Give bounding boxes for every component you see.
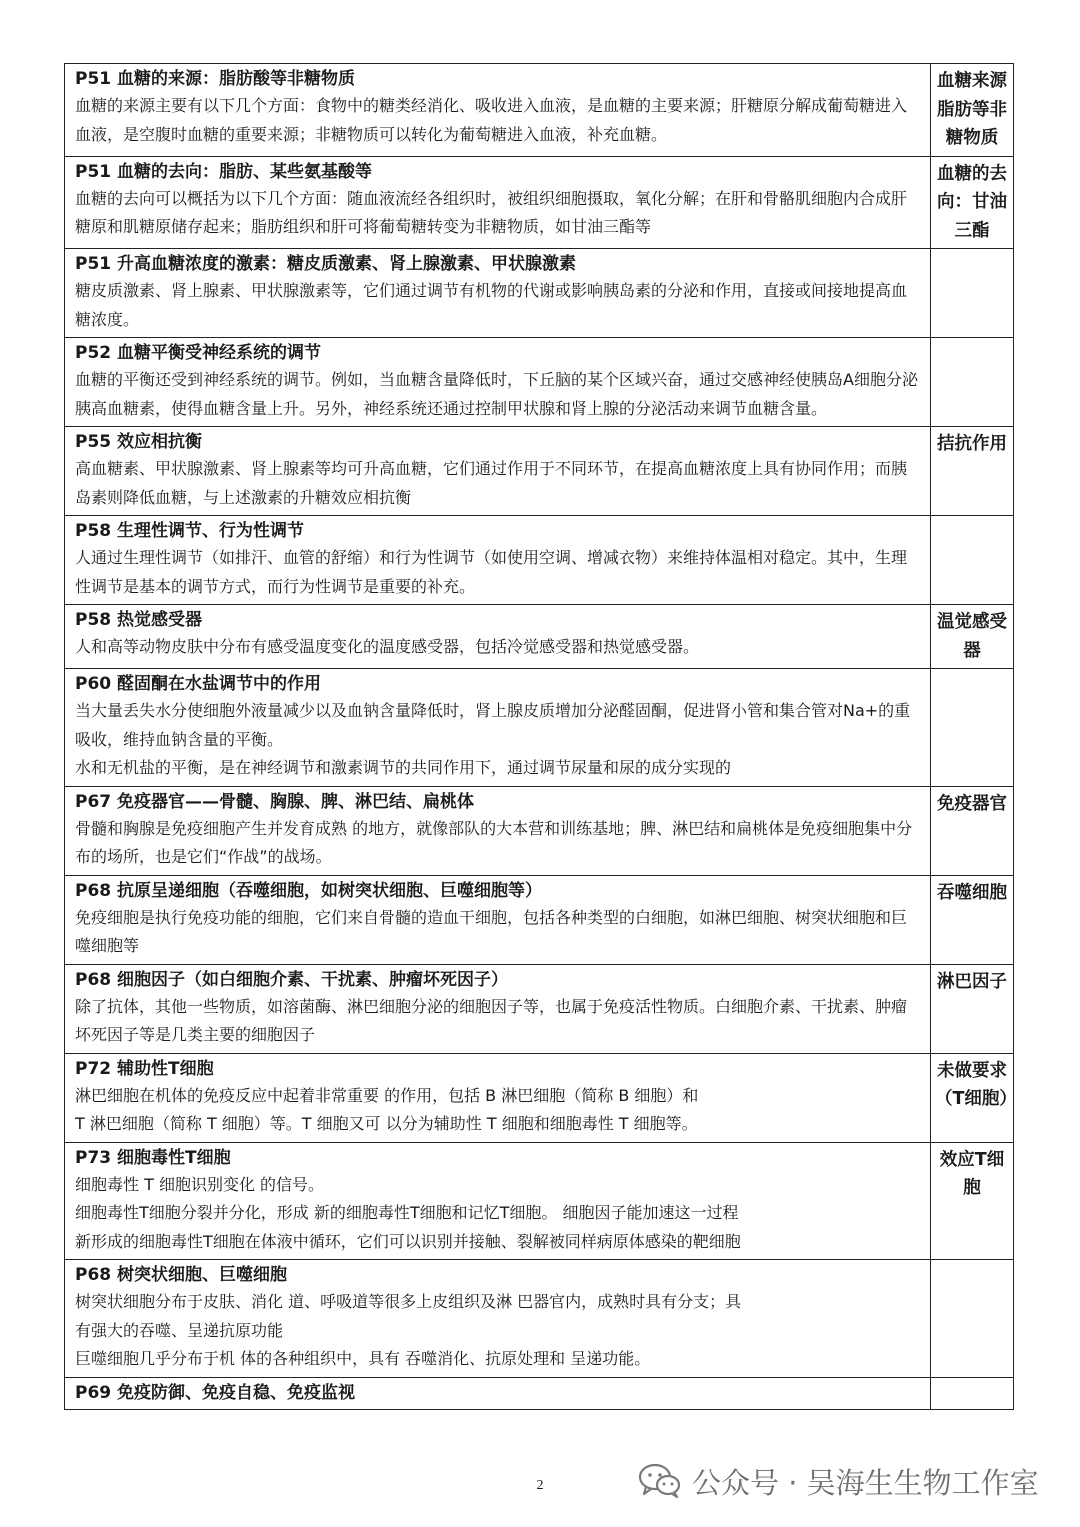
row-content-cell: [65, 786, 931, 875]
row-content-cell: [65, 605, 931, 669]
row-note-cell: [931, 964, 1014, 1053]
row-note-cell: [931, 516, 1014, 605]
row-title: P51 升高血糖浓度的激素：糖皮质激素、肾上腺激素、甲状腺激素: [75, 254, 577, 274]
row-note-cell: [931, 875, 1014, 964]
row-content-cell: [65, 1260, 931, 1378]
row-title: P67 免疫器官——骨髓、胸腺、脾、淋巴结、扁桃体: [75, 791, 475, 812]
row-body-paragraph: 新形成的细胞毒性T细胞在体液中循环，它们可以识别并接触、裂解被同样病原体感染的靶细胞: [75, 1231, 741, 1251]
row-body: [75, 1171, 922, 1257]
row-note: 血糖来源脂肪等非糖物质: [937, 71, 1007, 148]
row-body-paragraph: 糖皮质激素、肾上腺素、甲状腺激素等，它们通过调节有机物的代谢或影响胰岛素的分泌和作用，直接或间接地提高血糖浓度。: [75, 281, 908, 329]
table-row: [65, 1377, 1014, 1409]
table-row: [65, 516, 1014, 605]
row-note: 吞噬细胞: [937, 882, 1007, 903]
row-note: 未做要求（T细胞）: [935, 1060, 1017, 1109]
row-note-cell: [931, 1377, 1014, 1409]
row-content-cell: [65, 338, 931, 427]
table-row: [65, 1142, 1014, 1260]
row-body-paragraph: T 淋巴细胞（简称 T 细胞）等。T 细胞又可 以分为辅助性 T 细胞和细胞毒性 T 细胞等。: [75, 1114, 698, 1133]
row-body: [75, 1082, 922, 1139]
row-body-paragraph: 树突状细胞分布于皮肤、消化 道、呼吸道等很多上皮组织及淋 巴器官内，成熟时具有分支；具: [75, 1292, 742, 1311]
row-note-cell: [931, 605, 1014, 669]
row-note-cell: [931, 1142, 1014, 1260]
row-content-cell: [65, 669, 931, 787]
row-body-paragraph: 当大量丢失水分使细胞外液量减少以及血钠含量降低时，肾上腺皮质增加分泌醛固酮，促进肾小管和集合管对Na+的重吸收，维持血钠含量的平衡。: [75, 701, 911, 749]
row-content-cell: [65, 964, 931, 1053]
row-body-paragraph: 血糖的来源主要有以下几个方面：食物中的糖类经消化、吸收进入血液，是血糖的主要来源；肝糖原分解成葡萄糖进入血液，是空腹时血糖的重要来源；非糖物质可以转化为葡萄糖进入血液，补充血糖。: [75, 96, 908, 144]
row-note-cell: [931, 1053, 1017, 1142]
notes-table-body: [65, 64, 1017, 1410]
row-content-cell: [65, 427, 931, 516]
row-note: 免疫器官: [937, 793, 1007, 814]
row-title: P72 辅助性T细胞: [75, 1058, 214, 1079]
row-body-paragraph: 骨髓和胸腺是免疫细胞产生并发育成熟 的地方，就像部队的大本营和训练基地；脾、淋巴结和扁桃体是免疫细胞集中分布的场所，也是它们“作战”的战场。: [75, 818, 913, 866]
row-note-cell: [931, 1260, 1014, 1378]
watermark: [638, 1458, 1039, 1504]
row-note: 效应T细胞: [939, 1149, 1005, 1198]
row-body: [75, 185, 922, 242]
table-row: [65, 156, 1014, 249]
row-body: [75, 1288, 922, 1374]
row-title: P58 热觉感受器: [75, 610, 203, 630]
row-title: P51 血糖的去向：脂肪、某些氨基酸等: [75, 161, 373, 182]
row-body: [75, 366, 922, 423]
table-row: [65, 786, 1014, 875]
row-body-paragraph: 高血糖素、甲状腺激素、肾上腺素等均可升高血糖，它们通过作用于不同环节，在提高血糖浓度上具有协同作用；而胰岛素则降低血糖，与上述激素的升糖效应相抗衡: [75, 459, 908, 507]
row-body: [75, 697, 922, 783]
row-content-cell: [65, 249, 931, 338]
row-body-paragraph: 巨噬细胞几乎分布于机 体的各种组织中，具有 吞噬消化、抗原处理和 呈递功能。: [75, 1349, 651, 1368]
row-title: P60 醛固酮在水盐调节中的作用: [75, 674, 322, 694]
row-body: [75, 993, 922, 1050]
table-row: [65, 1053, 1014, 1142]
row-content-cell: [65, 156, 931, 249]
row-body: [75, 277, 922, 334]
table-row: [65, 427, 1014, 516]
row-body-paragraph: 血糖的去向可以概括为以下几个方面：随血液流经各组织时，被组织细胞摄取，氧化分解；在肝和骨骼肌细胞内合成肝糖原和肌糖原储存起来；脂肪组织和肝可将葡萄糖转变为非糖物质，如甘油三酯等: [75, 188, 908, 236]
table-row: [65, 669, 1014, 787]
row-note: 温觉感受器: [937, 612, 1007, 661]
row-content-cell: [65, 64, 931, 157]
row-body-paragraph: 血糖的平衡还受到神经系统的调节。例如，当血糖含量降低时，下丘脑的某个区域兴奋，通过交感神经使胰岛A细胞分泌胰高血糖素，使得血糖含量上升。另外，神经系统还通过控制甲状腺和肾上腺的分泌活动来调节血糖含量。: [75, 370, 918, 418]
row-note-cell: [931, 786, 1014, 875]
row-title: P68 抗原呈递细胞（吞噬细胞，如树突状细胞、巨噬细胞等）: [75, 880, 543, 901]
row-note-cell: [931, 669, 1014, 787]
row-title: P52 血糖平衡受神经系统的调节: [75, 343, 322, 363]
table-row: [65, 605, 1014, 669]
row-title: P68 树突状细胞、巨噬细胞: [75, 1265, 288, 1285]
row-body: [75, 633, 922, 662]
row-content-cell: [65, 1377, 931, 1409]
row-title: P69 免疫防御、免疫自稳、免疫监视: [75, 1382, 356, 1403]
row-note-cell: [931, 338, 1014, 427]
row-title: P68 细胞因子（如白细胞介素、干扰素、肿瘤坏死因子）: [75, 969, 509, 990]
row-body-paragraph: 除了抗体，其他一些物质，如溶菌酶、淋巴细胞分泌的细胞因子等，也属于免疫活性物质。白细胞介素、干扰素、肿瘤坏死因子等是几类主要的细胞因子: [75, 996, 908, 1044]
row-note-cell: [931, 249, 1014, 338]
row-note: 拮抗作用: [937, 434, 1007, 454]
table-row: [65, 338, 1014, 427]
row-body-paragraph: 人和高等动物皮肤中分布有感受温度变化的温度感受器，包括冷觉感受器和热觉感受器。: [75, 637, 700, 656]
row-body-paragraph: 细胞毒性 T 细胞识别变化 的信号。: [75, 1174, 325, 1194]
table-row: [65, 249, 1014, 338]
row-note-cell: [931, 64, 1014, 157]
row-note-cell: [931, 156, 1014, 249]
table-row: [65, 964, 1014, 1053]
table-row: [65, 875, 1014, 964]
row-title: P73 细胞毒性T细胞: [75, 1147, 231, 1168]
row-content-cell: [65, 875, 931, 964]
row-content-cell: [65, 1053, 931, 1142]
row-title: P55 效应相抗衡: [75, 432, 203, 452]
row-body-paragraph: 免疫细胞是执行免疫功能的细胞，它们来自骨髓的造血干细胞，包括各种类型的白细胞，如淋巴细胞、树突状细胞和巨噬细胞等: [75, 907, 908, 955]
table-row: [65, 64, 1014, 157]
row-note: 淋巴因子: [937, 971, 1007, 992]
row-body-paragraph: 有强大的吞噬、呈递抗原功能: [75, 1320, 284, 1340]
row-content-cell: [65, 1142, 931, 1260]
row-body: [75, 455, 922, 512]
page-number: 2: [536, 1478, 544, 1493]
row-body: [75, 92, 922, 149]
row-content-cell: [65, 516, 931, 605]
row-body: [75, 544, 922, 601]
row-body: [75, 815, 922, 872]
row-body-paragraph: 水和无机盐的平衡，是在神经调节和激素调节的共同作用下，通过调节尿量和尿的成分实现的: [75, 758, 732, 777]
row-body-paragraph: 淋巴细胞在机体的免疫反应中起着非常重要 的作用，包括 B 淋巴细胞（简称 B 细胞）和: [75, 1085, 699, 1105]
notes-table: [64, 63, 1017, 1410]
watermark-text: 公众号 · 吴海生生物工作室: [692, 1465, 1039, 1500]
row-note-cell: [931, 427, 1014, 516]
row-body: [75, 904, 922, 961]
table-row: [65, 1260, 1014, 1378]
wechat-icon: [638, 1463, 682, 1499]
row-title: P51 血糖的来源：脂肪酸等非糖物质: [75, 69, 356, 89]
row-title: P58 生理性调节、行为性调节: [75, 521, 305, 541]
row-body-paragraph: 细胞毒性T细胞分裂并分化，形成 新的细胞毒性T细胞和记忆T细胞。 细胞因子能加速这一过程: [75, 1203, 739, 1222]
row-note: 血糖的去向：甘油三酯: [937, 163, 1007, 241]
row-body-paragraph: 人通过生理性调节（如排汗、血管的舒缩）和行为性调节（如使用空调、增减衣物）来维持体温相对稳定。其中，生理性调节是基本的调节方式，而行为性调节是重要的补充。: [75, 548, 908, 596]
